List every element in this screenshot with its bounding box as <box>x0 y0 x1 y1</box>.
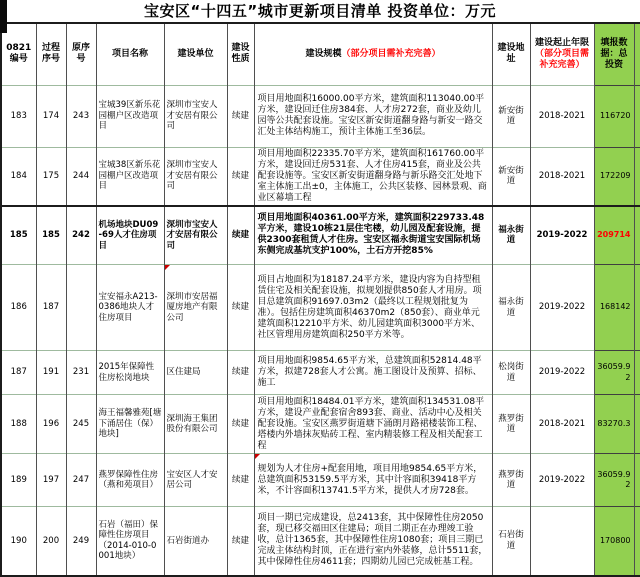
header-build-address: 建设地址 <box>492 23 530 85</box>
header-build-scale-note: （部分项目需补充完善） <box>341 48 441 59</box>
cell-build-address: 福永街道 <box>492 206 530 265</box>
cell-build-nature: 续建 <box>227 206 254 265</box>
cell-orig-seq: 245 <box>66 395 96 454</box>
cell-clipped-column <box>634 454 640 507</box>
cell-orig-seq: 244 <box>66 147 96 206</box>
cell-total-investment: 168142 <box>594 265 634 351</box>
cell-build-unit <box>164 265 227 351</box>
table-row <box>1 147 640 206</box>
header-build-unit: 建设单位 <box>164 23 227 85</box>
cell-build-unit: 深圳海王集团股份有限公司 <box>164 395 227 454</box>
cell-build-address: 福永街道 <box>492 265 530 351</box>
cell-build-address: 新安街道 <box>492 147 530 206</box>
cell-build-years: 2018-2021 <box>530 395 594 454</box>
page-title: 宝安区“十四五”城市更新项目清单 投资单位：万元 <box>144 2 496 20</box>
cell-build-scale: 项目用地面积40361.00平方米，建筑面积229733.48平方米，建设10栋21层住宅楼，幼儿园及配套设施，提供2300套租赁人才住房。宝安区福永街道宝安国际机场东侧完成基坑支护100%，土石方开挖85% <box>254 206 492 265</box>
cell-build-years: 2018-2021 <box>530 85 594 147</box>
project-table <box>0 22 640 577</box>
cell-orig-seq: 243 <box>66 85 96 147</box>
cell-total-investment: 83270.3 <box>594 395 634 454</box>
cell-orig-seq: 247 <box>66 454 96 507</box>
cell-build-unit: 深圳市宝安人才安居有限公司 <box>164 147 227 206</box>
cell-project-name: 石岩（福田）保障性住房项目（2014-010-0001地块） <box>96 507 164 576</box>
cell-0821-id: 189 <box>1 454 36 507</box>
cell-build-unit: 宝安区人才安居公司 <box>164 454 227 507</box>
header-build-scale <box>254 23 492 85</box>
cell-build-nature: 续建 <box>227 454 254 507</box>
table-row <box>1 395 640 454</box>
cell-project-name: 宝安福永A213-0386地块人才住房项目 <box>96 265 164 351</box>
corner-artifact <box>0 0 7 33</box>
cell-project-name: 宝城38区新乐花园棚户区改造项目 <box>96 147 164 206</box>
cell-orig-seq <box>66 265 96 351</box>
cell-build-years <box>530 507 594 576</box>
cell-build-years: 2019-2022 <box>530 454 594 507</box>
comment-triangle-icon <box>255 454 260 459</box>
cell-process-seq: 175 <box>36 147 66 206</box>
cell-clipped-column <box>634 147 640 206</box>
header-build-years <box>530 23 594 85</box>
cell-total-investment: 36059.92 <box>594 351 634 395</box>
cell-build-nature: 续建 <box>227 351 254 395</box>
header-build-years-label: 建设起止年限 <box>534 37 589 48</box>
cell-0821-id: 188 <box>1 395 36 454</box>
cell-build-unit: 区住建局 <box>164 351 227 395</box>
table-row <box>1 507 640 576</box>
cell-total-investment: 170800 <box>594 507 634 576</box>
cell-0821-id: 185 <box>1 206 36 265</box>
cell-build-unit-text: 深圳市安居福厦房地产有限公司 <box>166 291 218 323</box>
header-build-scale-label: 建设规模 <box>305 48 342 59</box>
cell-build-scale: 项目用地面积18484.01平方米，建筑面积134531.08平方米，建设产业配套宿舍893套、商业、活动中心及相关配套设施。宝安区燕罗街道塘下涌朗月路裙楼装饰工程、塔楼内外墙抹灰贴砖工程、室内精装修工程及相关配套工程 <box>254 395 492 454</box>
header-build-years-note: （部分项目需补充完善） <box>534 48 589 70</box>
cell-clipped-column <box>634 265 640 351</box>
cell-total-investment: 172209 <box>594 147 634 206</box>
cell-build-scale: 项目一期已完成建设，总2413套，其中保障性住房2050套，现已移交福田区住建局；项目二期正在办理竣工验收，总计1365套，其中保障性住房1080套；项目三期已完成主体结构封顶，正在进行室内外装修，总计5511套，其中保障性住房4611套；四期幼儿园已完成桩基工程。 <box>254 507 492 576</box>
cell-project-name: 海王福馨雅苑[塘下涌居住（保）地块] <box>96 395 164 454</box>
cell-build-address: 燕罗街道 <box>492 454 530 507</box>
cell-project-name: 机场地块DU09-69人才住房项目 <box>96 206 164 265</box>
cell-build-nature: 续建 <box>227 85 254 147</box>
cell-build-years: 2019-2022 <box>530 265 594 351</box>
cell-build-years: 2019-2022 <box>530 351 594 395</box>
cell-build-scale: 项目用地面积22335.70平方米，建筑面积161760.00平方米，建设回迁房531套、人才住房415套，商业及公共配套设施等。宝安区新安街道翻身路与新乐路交汇处地下室主体施工出±0，主体施工，公共区装修、园林景观、商业区幕墙工程 <box>254 147 492 206</box>
cell-0821-id: 184 <box>1 147 36 206</box>
cell-project-name: 宝城39区新乐花园棚户区改造项目 <box>96 85 164 147</box>
cell-build-unit: 深圳市宝安人才安居有限公司 <box>164 85 227 147</box>
cell-0821-id: 187 <box>1 351 36 395</box>
cell-0821-id: 183 <box>1 85 36 147</box>
cell-process-seq: 200 <box>36 507 66 576</box>
cell-build-nature: 续建 <box>227 395 254 454</box>
cell-0821-id: 190 <box>1 507 36 576</box>
header-0821-id: 0821编号 <box>1 23 36 85</box>
cell-build-scale: 项目占地面积为18187.24平方米，建设内容为自持型租赁住宅及相关配套设施，拟规划提供850套人才用房。项目总建筑面积91697.03m2（最终以工程规划批复为准）。包括住房建筑面积46370m2（850套）、商业单元建筑面积12210平方米、幼儿园建筑面积3000平方米、社区管理用房建筑面积250平方米等。 <box>254 265 492 351</box>
cell-build-scale-text: 规划为人才住房+配套用地，项目用地9854.65平方米，总建筑面积53159.5平方米，其中计容面积39418平方米，不计容面积13741.5平方米，提供人才房728套。 <box>257 463 483 496</box>
table-header-row <box>1 23 640 85</box>
table-row-highlighted <box>1 206 640 265</box>
cell-orig-seq: 249 <box>66 507 96 576</box>
cell-build-address: 石岩街道 <box>492 507 530 576</box>
header-orig-seq: 原序号 <box>66 23 96 85</box>
cell-clipped-column <box>634 351 640 395</box>
cell-build-years: 2019-2022 <box>530 206 594 265</box>
cell-total-investment: 36059.92 <box>594 454 634 507</box>
cell-0821-id: 186 <box>1 265 36 351</box>
cell-build-nature: 续建 <box>227 265 254 351</box>
cell-total-investment: 116720 <box>594 85 634 147</box>
header-project-name: 项目名称 <box>96 23 164 85</box>
table-row <box>1 85 640 147</box>
header-clipped-column <box>634 23 640 85</box>
cell-build-scale: 项目用地面积9854.65平方米，总建筑面积52814.48平方米，拟建728套人才公寓。施工图设计及预算、招标、施工 <box>254 351 492 395</box>
comment-triangle-icon <box>165 265 170 270</box>
table-row <box>1 265 640 351</box>
cell-total-investment: 209714 <box>594 206 634 265</box>
cell-build-years: 2018-2021 <box>530 147 594 206</box>
cell-clipped-column <box>634 395 640 454</box>
cell-project-name: 燕罗保障性住房（燕和苑项目） <box>96 454 164 507</box>
cell-build-address: 新安街道 <box>492 85 530 147</box>
cell-orig-seq: 242 <box>66 206 96 265</box>
cell-project-name: 2015年保障性住房松岗地块 <box>96 351 164 395</box>
cell-orig-seq: 231 <box>66 351 96 395</box>
cell-clipped-column <box>634 85 640 147</box>
table-row <box>1 351 640 395</box>
cell-build-address: 燕罗街道 <box>492 395 530 454</box>
cell-process-seq: 174 <box>36 85 66 147</box>
header-total-investment: 填报数据：总投资 <box>594 23 634 85</box>
table-row <box>1 454 640 507</box>
cell-build-unit: 深圳市宝安人才安居有限公司 <box>164 206 227 265</box>
cell-process-seq: 197 <box>36 454 66 507</box>
cell-process-seq: 191 <box>36 351 66 395</box>
cell-clipped-column <box>634 206 640 265</box>
cell-process-seq: 196 <box>36 395 66 454</box>
cell-build-scale <box>254 454 492 507</box>
cell-build-nature: 续建 <box>227 507 254 576</box>
cell-build-scale: 项目用地面积16000.00平方米，建筑面积113040.00平方米，建设回迁住房384套、人才房272套，商业及幼儿园等公共配套设施。宝安区新安街道翻身路与新安一路交汇处主体结构施工，预计主体施工至36层。 <box>254 85 492 147</box>
cell-clipped-column <box>634 507 640 576</box>
cell-process-seq: 187 <box>36 265 66 351</box>
cell-build-address: 松岗街道 <box>492 351 530 395</box>
cell-build-unit: 石岩街道办 <box>164 507 227 576</box>
cell-process-seq: 185 <box>36 206 66 265</box>
header-process-seq: 过程序号 <box>36 23 66 85</box>
header-build-nature: 建设性质 <box>227 23 254 85</box>
cell-build-nature: 续建 <box>227 147 254 206</box>
